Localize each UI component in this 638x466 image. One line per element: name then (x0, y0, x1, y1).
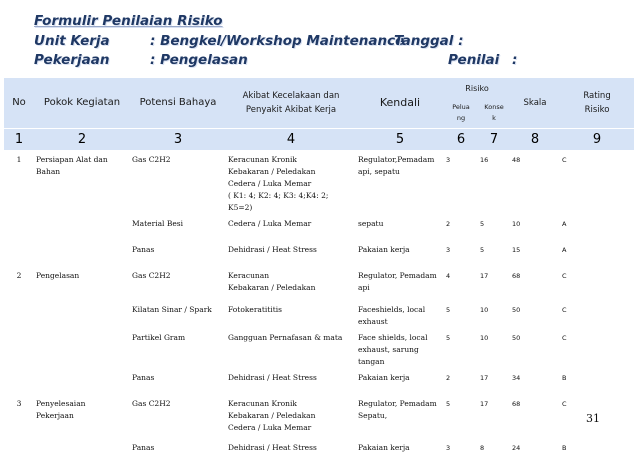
cell-pokok-kegiatan (34, 150, 130, 214)
cell-konsekuensi (478, 240, 510, 266)
cell-potensi-bahaya-line: Partikel Gram (132, 332, 186, 342)
col-konsek-line2: k (492, 114, 496, 123)
cell-potensi-bahaya (130, 214, 226, 240)
cell-skala-text: 50 (512, 305, 521, 314)
cell-konsekuensi-text: 8 (480, 443, 485, 452)
col-peluang (444, 98, 478, 128)
col-number: 9 (560, 128, 634, 150)
cell-rating-text: C (562, 271, 567, 280)
table-row (4, 328, 634, 368)
col-pokok-kegiatan: Pokok Kegiatan (34, 78, 130, 128)
cell-rating-text: C (562, 399, 567, 408)
cell-rating-text: B (562, 443, 567, 452)
cell-kendali (356, 368, 444, 394)
cell-skala (510, 300, 560, 328)
cell-pokok-kegiatan (34, 214, 130, 240)
cell-peluang (444, 150, 478, 214)
cell-peluang (444, 214, 478, 240)
cell-konsekuensi-text: 10 (480, 305, 489, 314)
cell-peluang-text: 3 (446, 155, 451, 164)
cell-potensi-bahaya (130, 368, 226, 394)
cell-pokok-kegiatan-line: Pekerjaan (36, 410, 74, 420)
col-konsekuensi (478, 98, 510, 128)
cell-kendali (356, 394, 444, 438)
cell-peluang-text: 3 (446, 245, 451, 254)
tanggal-label: Tanggal : (394, 33, 464, 49)
cell-akibat-line: Kebakaran / Peledakan (228, 166, 316, 176)
cell-kendali (356, 300, 444, 328)
cell-kendali-line: Sepatu, (358, 410, 388, 420)
unit-kerja-value: : Bengkel/Workshop Maintenance (150, 33, 405, 49)
penilai-label: Penilai (448, 52, 500, 68)
cell-potensi-bahaya-line: Gas C2H2 (132, 398, 171, 408)
cell-rating (560, 368, 634, 394)
cell-kendali (356, 214, 444, 240)
cell-no-text: 3 (16, 398, 22, 408)
cell-pokok-kegiatan (34, 240, 130, 266)
cell-no (4, 266, 34, 300)
cell-konsekuensi-text: 16 (480, 155, 489, 164)
cell-skala-text: 48 (512, 155, 521, 164)
cell-no (4, 240, 34, 266)
cell-konsekuensi (478, 214, 510, 240)
cell-kendali-line: Regulator, Pemadam (358, 398, 437, 408)
cell-skala (510, 328, 560, 368)
cell-kendali-line: sepatu (358, 218, 384, 228)
cell-akibat-line: Dehidrasi / Heat Stress (228, 244, 317, 254)
pekerjaan-line (34, 52, 634, 70)
cell-potensi-bahaya (130, 300, 226, 328)
cell-peluang (444, 240, 478, 266)
col-risiko: Risiko (444, 78, 510, 98)
table-row (4, 214, 634, 240)
cell-kendali-line: exhaust (358, 316, 388, 326)
cell-skala-text: 34 (512, 373, 521, 382)
cell-skala (510, 394, 560, 438)
penilai-colon: : (512, 52, 518, 68)
cell-peluang (444, 266, 478, 300)
col-number: 6 (444, 128, 478, 150)
cell-rating-text: C (562, 305, 567, 314)
cell-kendali-line: Regulator,Pemadam (358, 154, 435, 164)
cell-konsekuensi-text: 17 (480, 271, 489, 280)
cell-skala (510, 240, 560, 266)
cell-rating (560, 328, 634, 368)
cell-no (4, 214, 34, 240)
table-body (4, 150, 634, 466)
cell-no (4, 150, 34, 214)
cell-potensi-bahaya (130, 394, 226, 438)
cell-kendali-line: Pakaian kerja (358, 442, 410, 452)
cell-potensi-bahaya-line: Kilatan Sinar / Spark (132, 304, 212, 314)
cell-no-text: 1 (16, 154, 22, 164)
cell-kendali-line: api (358, 282, 370, 292)
cell-akibat-line: Dehidrasi / Heat Stress (228, 372, 317, 382)
cell-pokok-kegiatan (34, 300, 130, 328)
col-kendali: Kendali (356, 78, 444, 128)
cell-peluang (444, 394, 478, 438)
cell-potensi-bahaya (130, 266, 226, 300)
cell-akibat (226, 266, 356, 300)
cell-rating (560, 266, 634, 300)
cell-peluang (444, 368, 478, 394)
cell-kendali (356, 240, 444, 266)
cell-konsekuensi (478, 150, 510, 214)
cell-akibat-line: Kebakaran / Peledakan (228, 410, 316, 420)
cell-akibat (226, 394, 356, 438)
cell-konsekuensi-text: 17 (480, 373, 489, 382)
cell-kendali (356, 266, 444, 300)
cell-akibat-line: Cedera / Luka Memar (228, 422, 312, 432)
cell-rating-text: C (562, 333, 567, 342)
cell-potensi-bahaya-line: Panas (132, 372, 155, 382)
cell-kendali-line: api, sepatu (358, 166, 400, 176)
cell-skala (510, 150, 560, 214)
column-number-row (4, 128, 634, 150)
cell-potensi-bahaya-line: Gas C2H2 (132, 270, 171, 280)
cell-akibat (226, 368, 356, 394)
col-peluang-line1: Pelua (452, 103, 470, 112)
cell-potensi-bahaya (130, 328, 226, 368)
cell-akibat-line: Keracunan Kronik (228, 398, 297, 408)
col-akibat-line1: Akibat Kecelakaan dan (242, 90, 340, 101)
cell-kendali-line: tangan (358, 356, 385, 366)
col-peluang-line2: ng (456, 114, 466, 123)
cell-potensi-bahaya-line: Panas (132, 244, 155, 254)
cell-no (4, 300, 34, 328)
col-number: 4 (226, 128, 356, 150)
cell-skala-text: 68 (512, 271, 521, 280)
form-title: Formulir Penilaian Risiko (34, 13, 223, 29)
cell-pokok-kegiatan (34, 394, 130, 438)
cell-akibat-line: K5=2) (228, 202, 253, 212)
cell-konsekuensi (478, 394, 510, 438)
cell-peluang-text: 5 (446, 305, 451, 314)
cell-akibat-line: Cedera / Luka Memar (228, 178, 312, 188)
col-potensi-bahaya: Potensi Bahaya (130, 78, 226, 128)
col-no: No (4, 78, 34, 128)
cell-kendali (356, 328, 444, 368)
cell-peluang-text: 3 (446, 443, 451, 452)
cell-skala-text: 50 (512, 333, 521, 342)
cell-skala (510, 214, 560, 240)
unit-kerja-line (34, 33, 634, 51)
cell-potensi-bahaya (130, 240, 226, 266)
col-konsek-line1: Konse (484, 103, 504, 112)
cell-pokok-kegiatan-line: Pengelasan (36, 270, 80, 280)
cell-akibat-line: ( K1: 4; K2: 4; K3: 4;K4: 2; (228, 190, 329, 200)
cell-rating-text: C (562, 155, 567, 164)
col-akibat (226, 78, 356, 128)
cell-peluang (444, 328, 478, 368)
table-row (4, 150, 634, 214)
cell-potensi-bahaya-line: Gas C2H2 (132, 154, 171, 164)
col-skala: Skala (510, 78, 560, 128)
cell-no (4, 328, 34, 368)
cell-skala-text: 10 (512, 219, 521, 228)
cell-pokok-kegiatan-line: Bahan (36, 166, 61, 176)
cell-akibat (226, 240, 356, 266)
cell-pokok-kegiatan (34, 328, 130, 368)
cell-akibat-line: Dehidrasi / Heat Stress (228, 442, 317, 452)
cell-konsekuensi (478, 300, 510, 328)
cell-rating (560, 240, 634, 266)
cell-peluang-text: 5 (446, 333, 451, 342)
cell-akibat-line: Keracunan Kronik (228, 154, 297, 164)
table-row (4, 394, 634, 438)
cell-pokok-kegiatan (34, 368, 130, 394)
table-row (4, 300, 634, 328)
cell-kendali-line: Pakaian kerja (358, 244, 410, 254)
form-header (0, 0, 638, 78)
cell-no-text: 2 (16, 270, 22, 280)
cell-no (4, 368, 34, 394)
cell-peluang-text: 2 (446, 373, 451, 382)
cell-skala-text: 15 (512, 245, 521, 254)
cell-potensi-bahaya (130, 150, 226, 214)
cell-skala-text: 24 (512, 443, 521, 452)
cell-skala-text: 68 (512, 399, 521, 408)
col-rating (560, 78, 634, 128)
cell-skala (510, 368, 560, 394)
cell-akibat (226, 300, 356, 328)
cell-akibat (226, 214, 356, 240)
cell-konsekuensi-text: 5 (480, 245, 485, 254)
cell-rating-text: B (562, 373, 567, 382)
cell-kendali-line: Pakaian kerja (358, 372, 410, 382)
table-row (4, 266, 634, 300)
cell-konsekuensi-text: 5 (480, 219, 485, 228)
cell-potensi-bahaya-line: Material Besi (132, 218, 184, 228)
cell-konsekuensi-text: 10 (480, 333, 489, 342)
cell-akibat-line: Gangguan Pernafasan & mata (228, 332, 343, 342)
col-number: 7 (478, 128, 510, 150)
col-rating-line2: Risiko (584, 104, 610, 115)
col-number: 5 (356, 128, 444, 150)
cell-rating (560, 214, 634, 240)
cell-kendali-line: Face shields, local (358, 332, 428, 342)
cell-rating-text: A (562, 219, 567, 228)
cell-akibat-line: Keracunan (228, 270, 270, 280)
cell-rating (560, 300, 634, 328)
page-number: 31 (586, 412, 600, 425)
cell-kendali-line: Faceshields, local (358, 304, 426, 314)
cell-rating (560, 150, 634, 214)
cell-potensi-bahaya-line: Panas (132, 442, 155, 452)
pekerjaan-value: : Pengelasan (150, 52, 248, 68)
cell-kendali (356, 150, 444, 214)
pekerjaan-label: Pekerjaan (34, 52, 110, 68)
cell-pokok-kegiatan (34, 266, 130, 300)
cell-konsekuensi (478, 266, 510, 300)
col-number: 3 (130, 128, 226, 150)
unit-kerja-label: Unit Kerja (34, 33, 110, 49)
cell-akibat-line: Cedera / Luka Memar (228, 218, 312, 228)
cell-no (4, 394, 34, 438)
cell-peluang-text: 4 (446, 271, 451, 280)
cell-peluang-text: 5 (446, 399, 451, 408)
cell-akibat-line: Kebakaran / Peledakan (228, 282, 316, 292)
table-row (4, 240, 634, 266)
cell-pokok-kegiatan-line: Persiapan Alat dan (36, 154, 108, 164)
cell-peluang-text: 2 (446, 219, 451, 228)
cell-konsekuensi-text: 17 (480, 399, 489, 408)
col-number: 8 (510, 128, 560, 150)
col-akibat-line2: Penyakit Akibat Kerja (245, 104, 337, 115)
cell-akibat-line: Fotokeratititis (228, 304, 282, 314)
col-number: 1 (4, 128, 34, 150)
cell-konsekuensi (478, 328, 510, 368)
col-number: 2 (34, 128, 130, 150)
col-rating-line1: Rating (583, 90, 611, 101)
cell-konsekuensi (478, 368, 510, 394)
cell-akibat (226, 150, 356, 214)
cell-pokok-kegiatan-line: Penyelesaian (36, 398, 86, 408)
cell-skala (510, 266, 560, 300)
cell-peluang (444, 300, 478, 328)
cell-kendali-line: Regulator, Pemadam (358, 270, 437, 280)
cell-kendali-line: exhaust, sarung (358, 344, 419, 354)
risk-assessment-table (4, 78, 634, 466)
cell-akibat (226, 328, 356, 368)
table-row (4, 368, 634, 394)
cell-rating-text: A (562, 245, 567, 254)
